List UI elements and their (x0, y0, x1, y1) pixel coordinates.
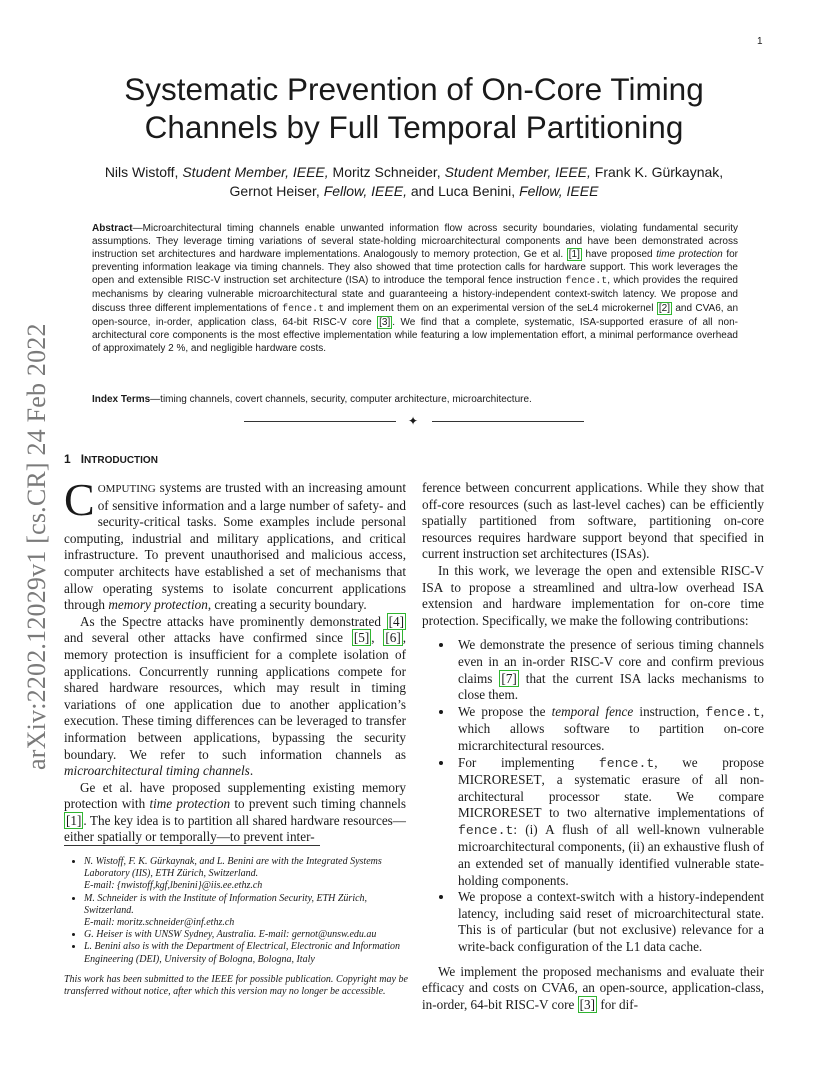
footnote-text: N. Wistoff, F. K. Gürkaynak, and L. Benini are with the Integrated Systems Laboratory (IIS), ETH Zürich, Switzerland. (84, 856, 382, 880)
paragraph (64, 614, 406, 780)
abstract (92, 222, 738, 355)
abstract-text: and implement them on an experimental version of the seL4 microkernel (327, 302, 654, 314)
footnote-text: M. Schneider is with the Institute of Information Security, ETH Zürich, Switzerland. (84, 892, 368, 916)
body-text: systems are trusted with an increasing amount of sensitive information and a large number of safety- and security-critical tasks. Some examples include personal computing, industrial and military applications, and critical infrastructure. To prevent unauthorised and malicious access, computer architects have established a set of mechanisms that allow operating systems to isolate concurrent applications through (64, 480, 406, 613)
body-text: , (371, 630, 375, 646)
citation-link[interactable]: [6] (385, 630, 401, 646)
citation-link[interactable]: [7] (501, 670, 517, 686)
citation-link[interactable]: [1] (66, 812, 82, 828)
contribution-list (422, 637, 764, 955)
small-caps-text: OMPUTING (97, 483, 156, 495)
abstract-text: for preventing information leakage via timing channels. They also showed that time protection calls for hardware support. This work leverages the open and extensible RISC-V instruction set architecture (ISA) to introduce the temporal fence instruction (92, 249, 738, 287)
author-role: Student Member, IEEE, (182, 164, 329, 180)
footnote-email: E-mail: {nwistoff,kgf,lbenini}@iis.ee.ethz.ch (84, 880, 263, 892)
footnote: • G. Heiser is with UNSW Sydney, Australia. E-mail: gernot@unsw.edu.au (84, 929, 408, 941)
author-name: Frank K. Gürkaynak, (594, 164, 724, 180)
paragraph (422, 964, 764, 1014)
list-item (454, 637, 764, 703)
microreset-term: MICRORESET (458, 772, 542, 788)
section-title: NTRODUCTION (84, 455, 158, 466)
code-fence-t: fence.t (598, 755, 655, 771)
citation-link[interactable]: [2] (658, 302, 670, 314)
paragraph: ference between concurrent applications. While they show that off-core resources (such as last-level caches) can be efficiently spatially partitioned from software, partitioning on-core resources requires hardware support beyond that specified in current instruction set architectures (ISAs). (422, 480, 764, 562)
body-text: We demonstrate the presence of serious timing channels even in an in-order RISC-V core and confirm previous claims (458, 637, 764, 686)
citation-link[interactable]: [3] (579, 996, 596, 1012)
body-text: that the current ISA lacks mechanisms to close them. (458, 670, 764, 703)
body-text: , we propose (654, 754, 764, 770)
abstract-label: Abstract (92, 223, 133, 234)
abstract-text: . We find that a complete, systematic, ISA-supported erasure of all non-architectural core components is the most effective implementation while featuring a low implementation effort, a minimal performance overhead of approximately 2 %, and negligible hardware costs. (92, 316, 738, 354)
abstract-text: , which provides the required mechanisms by clearing vulnerable microarchitectural state and guaranteeing a history-independent context-switch latency. We propose and discuss three different implementations of (92, 275, 738, 314)
section-number: 1 (64, 452, 71, 466)
body-text: for dif- (600, 996, 639, 1012)
body-text: , creating a security boundary. (207, 597, 367, 613)
footnote (84, 856, 408, 893)
abstract-text: have proposed (585, 249, 653, 261)
paragraph: In this work, we leverage the open and extensible RISC-V ISA to propose a streamlined and ultra-low overhead ISA extension and hardware implementation for on-core time protection. Specifically, we make the following contributions: (422, 562, 764, 628)
footnote: • L. Benini also is with the Department of Electrical, Electronic and Information Engineering (DEI), University of Bologna, Bologna, Italy (84, 941, 408, 965)
emphasis: memory protection (108, 597, 208, 613)
citation-link[interactable]: [5] (353, 630, 370, 646)
body-text: , a systematic erasure of all non-architectural processor state. We compare (458, 772, 764, 804)
arxiv-id: arXiv:2202.12029v1 [cs.CR] 24 Feb 2022 (22, 323, 51, 770)
author-name: Gernot Heiser, (229, 183, 320, 199)
separator-line (244, 421, 396, 422)
citation-link[interactable]: [3] (379, 316, 391, 328)
index-terms-text: —timing channels, covert channels, security, computer architecture, microarchitecture. (150, 394, 532, 405)
footnotes (64, 856, 408, 966)
body-text: , memory protection is insufficient for a complete isolation of applications. Concurrently running applications compete for shared hardware resources, which may result in timing variations of one application due to another application’s execution. These timing differences can be leveraged to transfer information between applications, bypassing the security boundary. We refer to such information channels as (64, 630, 407, 762)
paragraph (64, 474, 406, 614)
emphasis: microarchitectural timing channels (64, 763, 250, 779)
section-title: I (80, 452, 85, 466)
section-heading (64, 452, 158, 466)
abstract-text: —Microarchitectural timing channels enable unwanted information flow across security boundaries, violating fundamental security assumptions. They leverage timing variations of several state-holding microarchitectural components and have been demonstrated across instruction set architectures and hardware implementations. Analogously to memory protection, Ge et al. (92, 223, 738, 261)
list-item: • We propose a context-switch with a history-independent latency, including said reset of microarchitectural state. This is of particular (but not exclusive) relevance for a write-back configuration of the L1 data cache. (454, 889, 764, 955)
author-role: Fellow, IEEE, (323, 183, 407, 199)
drop-cap: C (64, 474, 95, 525)
body-text: : (i) A flush of all well-known vulnerable microarchitectural components, (ii) an exhaustive flush of an extended set of manually identified vulnerable state-holding components. (458, 821, 764, 888)
submission-note: This work has been submitted to the IEEE for possible publication. Copyright may be transferred without notice, after which this version may no longer be accessible. (64, 974, 408, 998)
code-fence-t: fence.t (565, 276, 608, 288)
code-fence-t: fence.t (458, 822, 514, 838)
emphasis: time protection (149, 796, 231, 812)
body-text: . The key idea is to partition all shared hardware resources—either spatially or temporally—to prevent inter- (64, 812, 406, 845)
list-item (454, 704, 764, 755)
author-name: Moritz Schneider, (332, 164, 441, 180)
code-fence-t: fence.t (705, 704, 761, 720)
code-fence-t: fence.t (282, 303, 325, 315)
body-text: to two alternative implementations of (549, 805, 764, 821)
body-text: We implement the proposed mechanisms and evaluate their efficacy and costs on CVA6, an open-source, application-class, in-order, 64-bit RISC-V core (422, 963, 764, 1012)
author-name: Nils Wistoff, (104, 164, 179, 180)
left-column (64, 474, 407, 846)
footnote (84, 893, 408, 930)
body-text: to prevent such timing channels (234, 796, 406, 812)
footnote-rule (64, 845, 320, 846)
index-terms-label: Index Terms (92, 394, 151, 405)
body-text: . (249, 763, 254, 779)
citation-link[interactable]: [1] (568, 249, 580, 261)
abstract-text: and CVA6, an open-source, in-order, application class, 64-bit RISC-V core (92, 302, 739, 328)
body-text: and several other attacks have confirmed since (64, 630, 344, 646)
paper-title (80, 70, 748, 146)
separator-line (432, 421, 584, 422)
body-text: , which allows software to partition on-core micrarchitectural resources. (458, 703, 764, 753)
abstract-emphasis: time protection (656, 249, 723, 261)
paragraph (64, 780, 406, 846)
index-terms (92, 394, 738, 405)
emphasis: temporal fence (551, 703, 634, 719)
title-line-2: Channels by Full Temporal Partitioning (144, 109, 684, 145)
body-text: instruction, (639, 703, 700, 719)
author-list (80, 163, 748, 201)
title-line-1: Systematic Prevention of On-Core Timing (124, 71, 704, 107)
citation-link[interactable]: [4] (388, 613, 405, 629)
body-text: We propose the (458, 703, 546, 719)
author-role: Student Member, IEEE, (444, 164, 591, 180)
list-item (454, 755, 764, 890)
microreset-term: MICRORESET (458, 805, 542, 821)
author-role: Fellow, IEEE (519, 183, 599, 199)
page-number: 1 (757, 36, 763, 47)
body-text: For implementing (458, 754, 575, 770)
body-text: Ge et al. have proposed supplementing existing memory protection with (64, 779, 406, 812)
section-separator (244, 414, 584, 428)
body-text: As the Spectre attacks have prominently demonstrated (80, 613, 381, 629)
author-name: and Luca Benini, (410, 183, 516, 199)
right-column (422, 480, 764, 1013)
separator-diamond-icon: ✦ (408, 414, 419, 428)
footnote-email: E-mail: moritz.schneider@inf.ethz.ch (84, 917, 235, 929)
